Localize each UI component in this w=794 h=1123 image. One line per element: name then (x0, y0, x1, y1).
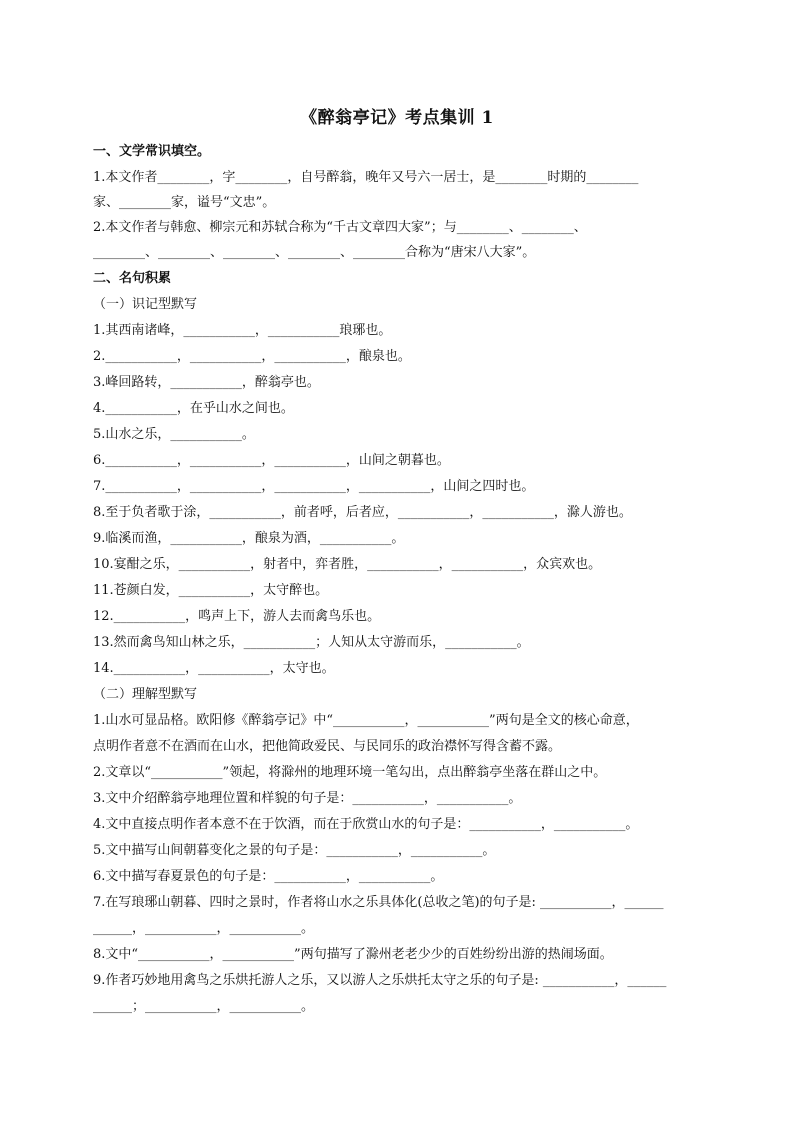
worksheet-line: 点明作者意不在酒而在山水，把他简政爱民、与民同乐的政治襟怀写得含蓄不露。 (93, 739, 562, 754)
worksheet-line: 6.___________，___________，___________，山间之朝暮也。 (93, 453, 450, 468)
worksheet-line: 5.山水之乐，___________。 (93, 427, 255, 442)
worksheet-line: 2.___________，___________，___________，酿泉也。 (93, 349, 411, 364)
page-title: 《醉翁亭记》考点集训 1 (300, 108, 494, 128)
worksheet-line: 10.宴酣之乐，___________，射者中，弈者胜，___________，___________，众宾欢也。 (93, 557, 602, 572)
worksheet-line: 2.本文作者与韩愈、柳宗元和苏轼合称为“千古文章四大家”；与________、________、 (93, 220, 587, 235)
worksheet-line: 14.___________，___________，太守也。 (93, 661, 335, 676)
worksheet-line: 1.山水可显品格。欧阳修《醉翁亭记》中“___________，___________”两句是全文的核心命意， (93, 713, 639, 728)
worksheet-line: 7.在写琅琊山朝暮、四时之景时，作者将山水之乐具体化(总收之笔)的句子是: ___________，______ (93, 895, 664, 910)
worksheet-line: 5.文中描写山间朝暮变化之景的句子是：___________，___________。 (93, 843, 496, 858)
section-heading: 二、名句积累 (93, 271, 172, 286)
section-heading: 一、文学常识填空。 (93, 144, 211, 159)
worksheet-line: 3.文中介绍醉翁亭地理位置和样貌的句子是：___________，___________。 (93, 791, 522, 806)
worksheet-line: 6.文中描写春夏景色的句子是：___________，___________。 (93, 869, 444, 884)
worksheet-line: 3.峰回路转，___________，醉翁亭也。 (93, 375, 320, 390)
worksheet-line: 9.作者巧妙地用禽鸟之乐烘托游人之乐，又以游人之乐烘托太守之乐的句子是: ___________，______ (93, 973, 667, 988)
worksheet-line: 8.文中“___________，___________”两句描写了滁州老老少少的百姓纷纷出游的热闹场面。 (93, 947, 613, 962)
worksheet-line: 12.___________，鸣声上下，游人去而禽鸟乐也。 (93, 609, 381, 624)
worksheet-line: 4.___________，在乎山水之间也。 (93, 401, 294, 416)
worksheet-line: 9.临溪而渔，___________，酿泉为酒，___________。 (93, 531, 405, 546)
worksheet-line: ________、________、________、________、________合称为“唐宋八大家”。 (93, 245, 536, 260)
worksheet-line: 7.___________，___________，___________，___________，山间之四时也。 (93, 479, 535, 494)
worksheet-line: 家、________家，谥号“文忠”。 (93, 195, 276, 210)
worksheet-line: （二）理解型默写 (93, 687, 198, 702)
worksheet-line: 8.至于负者歌于涂，___________，前者呼，后者应，___________，___________，滁人游也。 (93, 505, 632, 520)
worksheet-line: ______，___________，___________。 (93, 921, 315, 936)
worksheet-line: 11.苍颜白发，___________，太守醉也。 (93, 583, 329, 598)
worksheet-line: 1.本文作者________，字________，自号醉翁，晚年又号六一居士，是________时期的________ (93, 170, 639, 185)
worksheet-line: （一）识记型默写 (93, 297, 198, 312)
worksheet-line: 13.然而禽鸟知山林之乐，___________；人知从太守游而乐，___________。 (93, 635, 530, 650)
worksheet-line: ______；___________，___________。 (93, 999, 315, 1014)
worksheet-line: 4.文中直接点明作者本意不在于饮酒，而在于欣赏山水的句子是：___________，___________。 (93, 817, 639, 832)
worksheet-line: 1.其西南诸峰，___________，___________琅琊也。 (93, 323, 392, 338)
worksheet-line: 2.文章以“___________”领起，将滁州的地理环境一笔勾出，点出醉翁亭坐落在群山之中。 (93, 765, 607, 780)
